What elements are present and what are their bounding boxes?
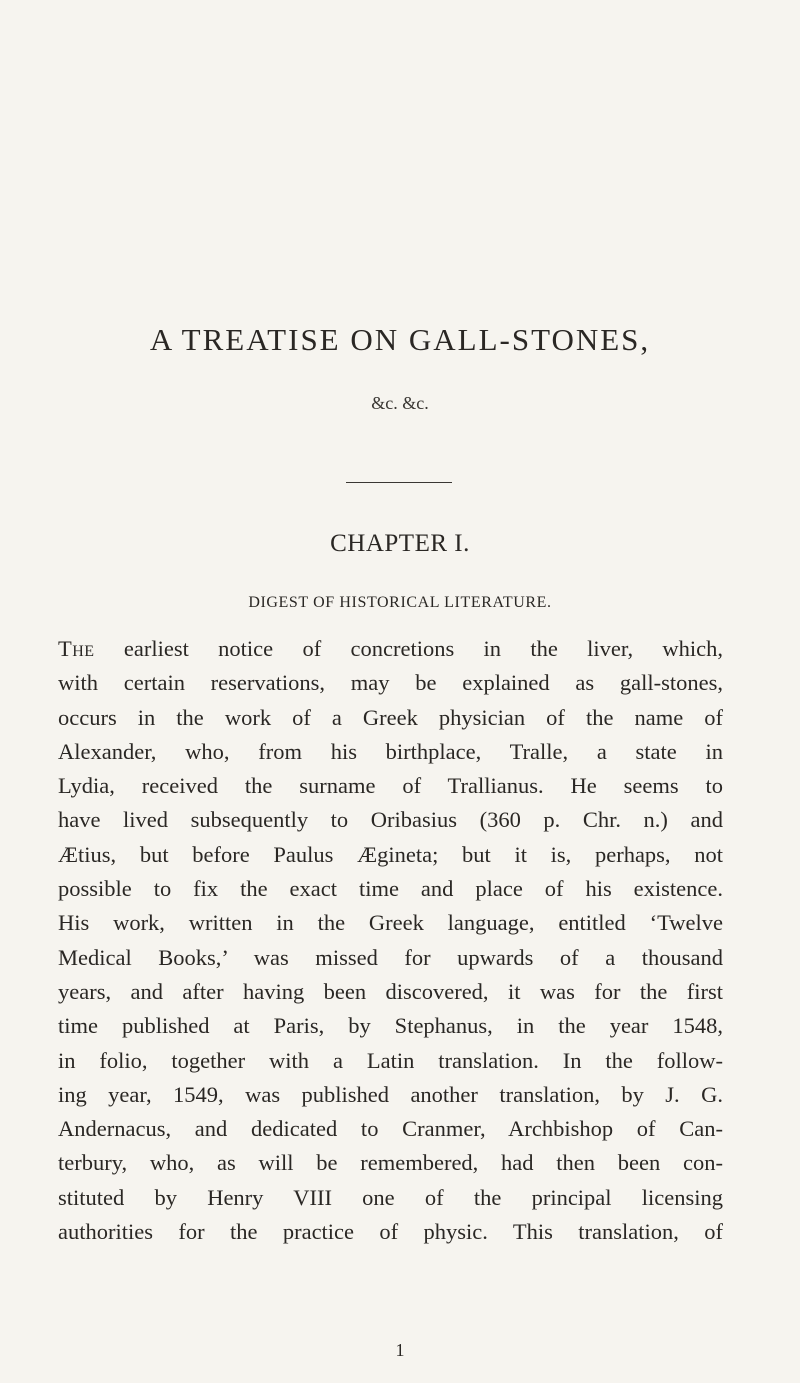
body-text xyxy=(58,632,723,1249)
book-subtitle: &c. &c. xyxy=(371,393,429,413)
body-line-text: earliest notice of concretions in the liver, which, xyxy=(94,636,723,661)
body-line: have lived subsequently to Oribasius (360 p. Chr. n.) and xyxy=(58,807,723,833)
body-line: authorities for the practice of physic. This translation, of xyxy=(58,1219,723,1245)
body-line: stituted by Henry VIII one of the principal licensing xyxy=(58,1184,723,1210)
body-line: occurs in the work of a Greek physician of the name of xyxy=(58,704,723,730)
body-line: with certain reservations, may be explained as gall-stones, xyxy=(58,670,723,696)
body-line: years, and after having been discovered, it was for the first xyxy=(58,978,723,1004)
body-line: Andernacus, and dedicated to Cranmer, Archbishop of Can- xyxy=(58,1116,723,1142)
body-line-1 xyxy=(58,632,723,666)
body-line: Ætius, but before Paulus Ægineta; but it is, perhaps, not xyxy=(58,841,723,867)
body-line: ing year, 1549, was published another translation, by J. G. xyxy=(58,1081,723,1107)
body-line: time published at Paris, by Stephanus, in the year 1548, xyxy=(58,1013,723,1039)
body-line: Medical Books,’ was missed for upwards of a thousand xyxy=(58,944,723,970)
lead-word: The xyxy=(58,636,95,661)
book-title: A TREATISE ON GALL-STONES, xyxy=(149,322,651,357)
body-line: Alexander, who, from his birthplace, Tralle, a state in xyxy=(58,738,723,764)
body-line: His work, written in the Greek language, entitled ‘Twelve xyxy=(58,910,723,936)
body-line: Lydia, received the surname of Trallianus. He seems to xyxy=(58,773,723,799)
page-number: 1 xyxy=(395,1340,405,1360)
chapter-heading: CHAPTER I. xyxy=(330,530,470,557)
divider-rule xyxy=(346,482,452,483)
body-line: terbury, who, as will be remembered, had then been con- xyxy=(58,1150,723,1176)
section-title: DIGEST OF HISTORICAL LITERATURE. xyxy=(248,594,552,611)
body-line: in folio, together with a Latin translation. In the follow- xyxy=(58,1047,723,1073)
body-line: possible to fix the exact time and place of his existence. xyxy=(58,876,723,902)
